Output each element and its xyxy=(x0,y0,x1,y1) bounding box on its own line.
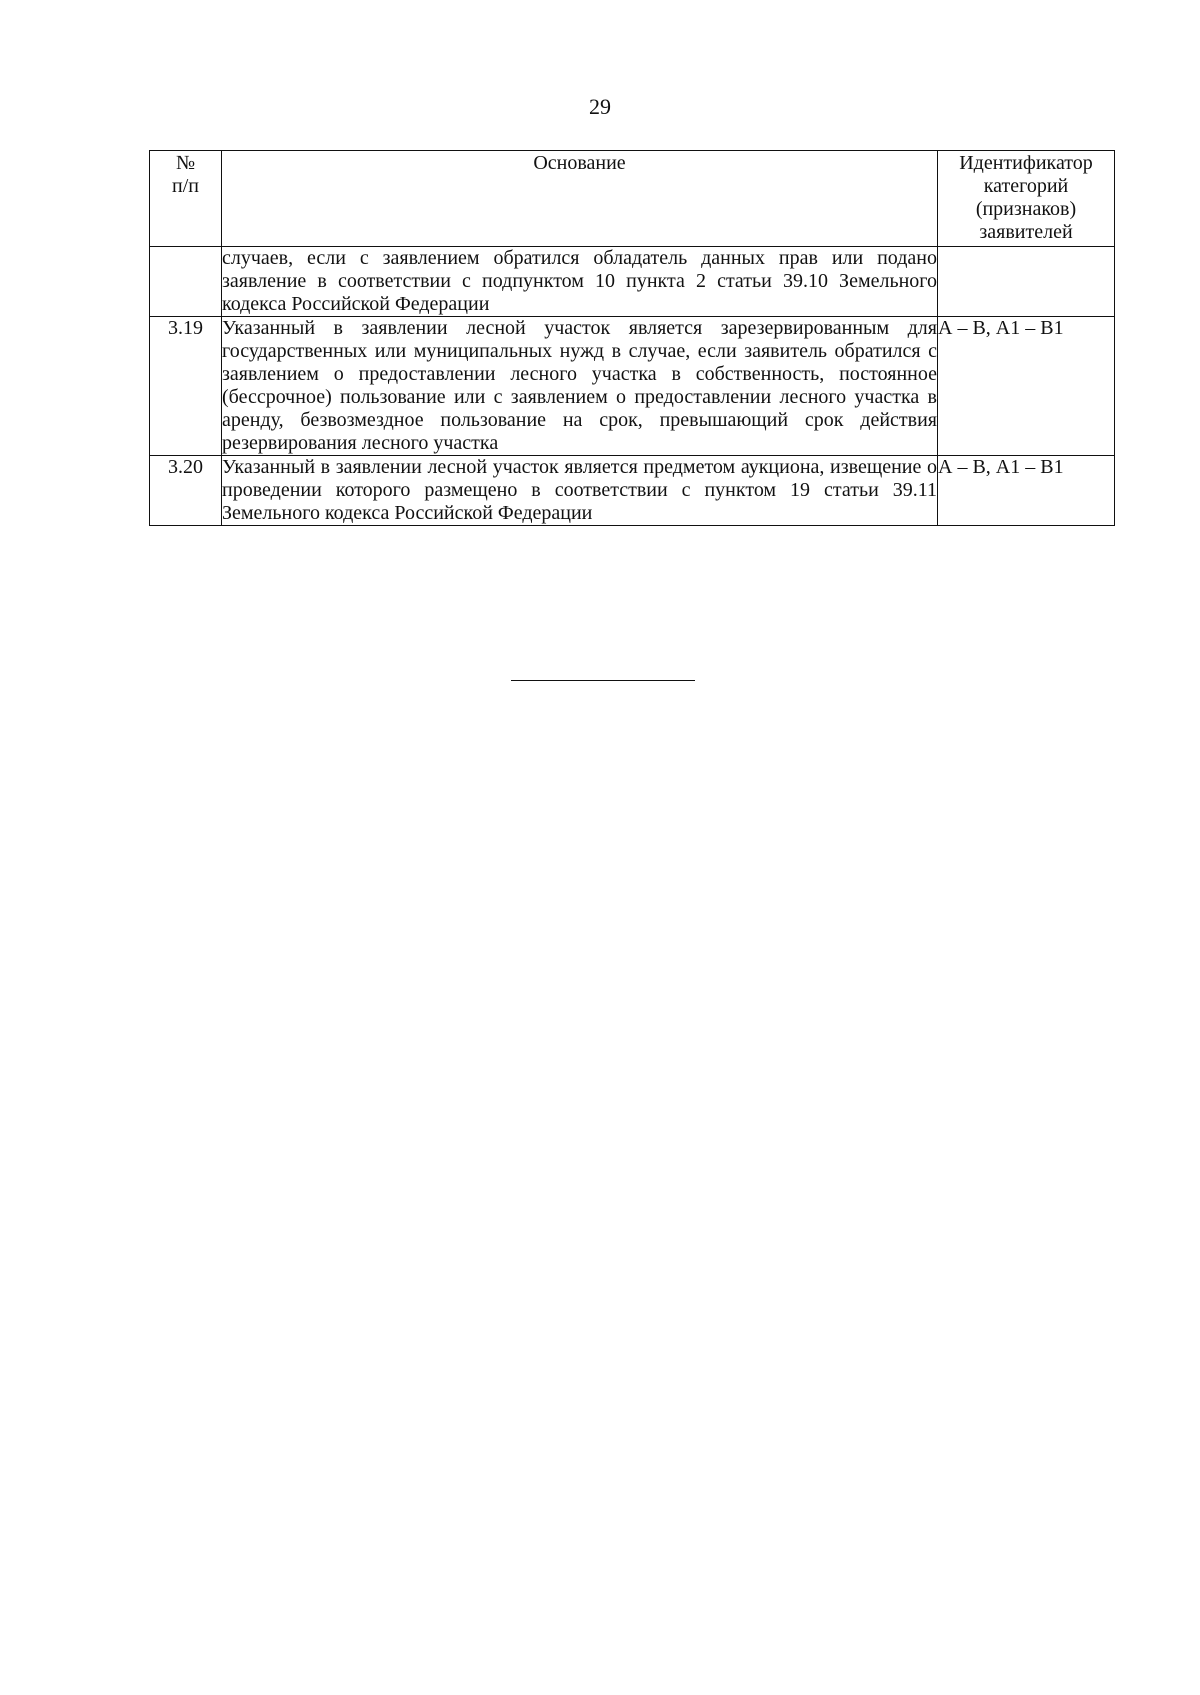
end-of-document-rule xyxy=(511,680,695,681)
header-identifier-line: категорий xyxy=(983,175,1069,197)
header-identifier-line: (признаков) xyxy=(975,198,1077,220)
basis-table xyxy=(149,150,1115,526)
table-row xyxy=(150,247,1115,317)
row-identifier: А – В, А1 – В1 xyxy=(938,317,1115,456)
row-basis: Указанный в заявлении лесной участок является предметом аукциона, извещение о проведении которого размещено в соответствии с пунктом 19 статьи 39.11 Земельного кодекса Российской Федерации xyxy=(222,456,937,524)
row-identifier xyxy=(938,247,1115,317)
row-number: 3.19 xyxy=(150,317,222,456)
header-basis: Основание xyxy=(222,151,938,247)
header-number xyxy=(150,151,222,247)
header-identifier-line: заявителей xyxy=(979,221,1073,243)
header-number-abbrev: п/п xyxy=(172,175,199,197)
table-row xyxy=(150,456,1115,526)
row-number: 3.20 xyxy=(150,456,222,526)
page-number: 29 xyxy=(589,94,611,119)
header-identifier-line: Идентификатор xyxy=(959,152,1093,174)
row-basis: Указанный в заявлении лесной участок является зарезервированным для государственных или муниципальных нужд в случае, если заявитель обратился с заявлением о предоставлении лесного участка в собственность, постоянное (бессрочное) пользование или с заявлением о предоставлении лесного участка в аренду, безвозмездное пользование на срок, превышающий срок действия резервирования лесного участка xyxy=(222,317,937,454)
header-identifier xyxy=(938,151,1115,247)
table-header-row xyxy=(150,151,1115,247)
row-number xyxy=(150,247,222,317)
row-identifier: А – В, А1 – В1 xyxy=(938,456,1115,526)
row-basis: случаев, если с заявлением обратился обладатель данных прав или подано заявление в соответствии с подпунктом 10 пункта 2 статьи 39.10 Земельного кодекса Российской Федерации xyxy=(222,247,937,315)
header-number-symbol: № xyxy=(175,152,196,174)
table-row xyxy=(150,317,1115,456)
